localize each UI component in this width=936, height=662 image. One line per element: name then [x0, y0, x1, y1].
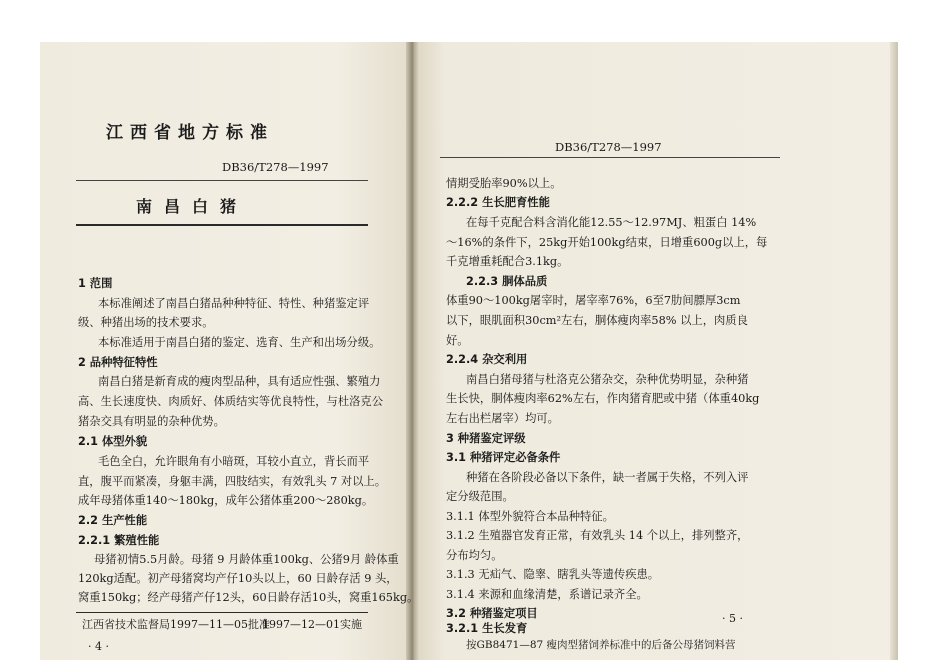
text-line: 体重90～100kg屠宰时，屠宰率76%，6至7肋间膘厚3cm	[446, 294, 741, 307]
section-3-2-1-heading: 3.2.1 生长发育	[446, 622, 528, 635]
section-3-1-heading: 3.1 种猪评定必备条件	[446, 451, 561, 464]
title-rule-bottom	[76, 224, 368, 226]
implementation-date: 1997—12—01实施	[262, 618, 362, 631]
running-header: DB36/T278—1997	[555, 140, 662, 154]
approval-date: 江西省技术监督局1997—11—05批准	[82, 618, 270, 631]
text-line: 情期受胎率90%以上。	[446, 177, 562, 190]
text-line: 120kg适配。初产母猪窝均产仔10头以上，60 日龄存活 9 头，	[78, 572, 398, 585]
text-line: 分布均匀。	[446, 549, 503, 562]
section-2-2-3-heading: 2.2.3 胴体品质	[466, 275, 548, 288]
text-line: 南昌白猪母猪与杜洛克公猪杂交，杂种优势明显，杂种猪	[466, 373, 749, 386]
text-line: 直，腹平而紧凑，身躯丰满，四肢结实，有效乳头 7 对以上。	[78, 475, 387, 488]
footer-rule	[76, 612, 368, 613]
main-title: 江西省地方标准	[106, 123, 274, 143]
text-line: 本标准适用于南昌白猪的鉴定、选育、生产和出场分级。	[98, 336, 381, 349]
text-line: 母猪初情5.5月龄。母猪 9 月龄体重100kg、公猪9月 龄体重	[94, 553, 399, 566]
header-rule	[440, 157, 780, 158]
text-line: 生长快，胴体瘦肉率62%左右，作肉猪育肥或中猪（体重40kg	[446, 392, 760, 405]
text-line: 好。	[446, 334, 469, 347]
page-edge	[890, 42, 898, 660]
text-line: 成年母猪体重140～180kg，成年公猪体重200～280kg。	[78, 494, 374, 507]
text-line: 按GB8471—87 瘦肉型猪饲养标准中的后备公母猪饲料营	[466, 639, 736, 651]
text-line: 本标准阐述了南昌白猪品种种特征、特性、种猪鉴定评	[98, 297, 370, 310]
standard-number: DB36/T278—1997	[222, 160, 329, 174]
text-line: 高、生长速度快、肉质好、体质结实等优良特性，与杜洛克公	[78, 395, 384, 408]
text-line: 窝重150kg；经产母猪产仔12头，60日龄存活10头，窝重165kg。	[78, 591, 419, 604]
title-rule-top	[76, 180, 368, 181]
text-line: 毛色全白，允许眼角有小暗斑，耳较小直立，背长而平	[98, 455, 370, 468]
text-line: 级、种猪出场的技术要求。	[78, 316, 214, 329]
section-3-heading: 3 种猪鉴定评级	[446, 432, 526, 445]
section-2-heading: 2 品种特征特性	[78, 356, 158, 369]
text-line: 3.1.2 生殖器官发育正常，有效乳头 14 个以上，排列整齐，	[446, 529, 749, 542]
document-title: 南昌白猪	[136, 197, 249, 216]
text-line: 千克增重耗配合3.1kg。	[446, 255, 569, 268]
section-2-2-2-heading: 2.2.2 生长肥育性能	[446, 196, 550, 209]
book-gutter	[406, 42, 420, 660]
section-3-2-heading: 3.2 种猪鉴定项目	[446, 607, 538, 620]
section-2-2-4-heading: 2.2.4 杂交利用	[446, 353, 528, 366]
text-line: 种猪在各阶段必备以下条件，缺一者属于失格，不列入评	[466, 471, 749, 484]
text-line: 3.1.1 体型外貌符合本品种特征。	[446, 510, 614, 523]
page-number-right: · 5 ·	[722, 612, 743, 625]
section-2-2-1-heading: 2.2.1 繁殖性能	[78, 534, 160, 547]
text-line: 以下，眼肌面积30cm²左右，胴体瘦肉率58% 以上，肉质良	[446, 314, 748, 327]
text-line: 3.1.3 无疝气、隐睾、瞎乳头等遗传疾患。	[446, 568, 660, 581]
section-2-2-heading: 2.2 生产性能	[78, 514, 148, 527]
page-number-left: · 4 ·	[88, 640, 109, 653]
section-1-heading: 1 范围	[78, 277, 113, 290]
text-line: 南昌白猪是新育成的瘦肉型品种，具有适应性强、繁殖力	[98, 375, 381, 388]
section-2-1-heading: 2.1 体型外貌	[78, 435, 148, 448]
text-line: 3.1.4 来源和血缘清楚，系谱记录齐全。	[446, 588, 648, 601]
text-line: ～16%的条件下，25kg开始100kg结束，日增重600g以上，每	[446, 236, 768, 249]
text-line: 猪杂交具有明显的杂种优势。	[78, 415, 225, 428]
text-line: 在每千克配合料含消化能12.55～12.97MJ、粗蛋白 14%	[466, 216, 757, 229]
text-line: 定分级范围。	[446, 490, 514, 503]
text-line: 左右出栏屠宰）均可。	[446, 412, 559, 425]
